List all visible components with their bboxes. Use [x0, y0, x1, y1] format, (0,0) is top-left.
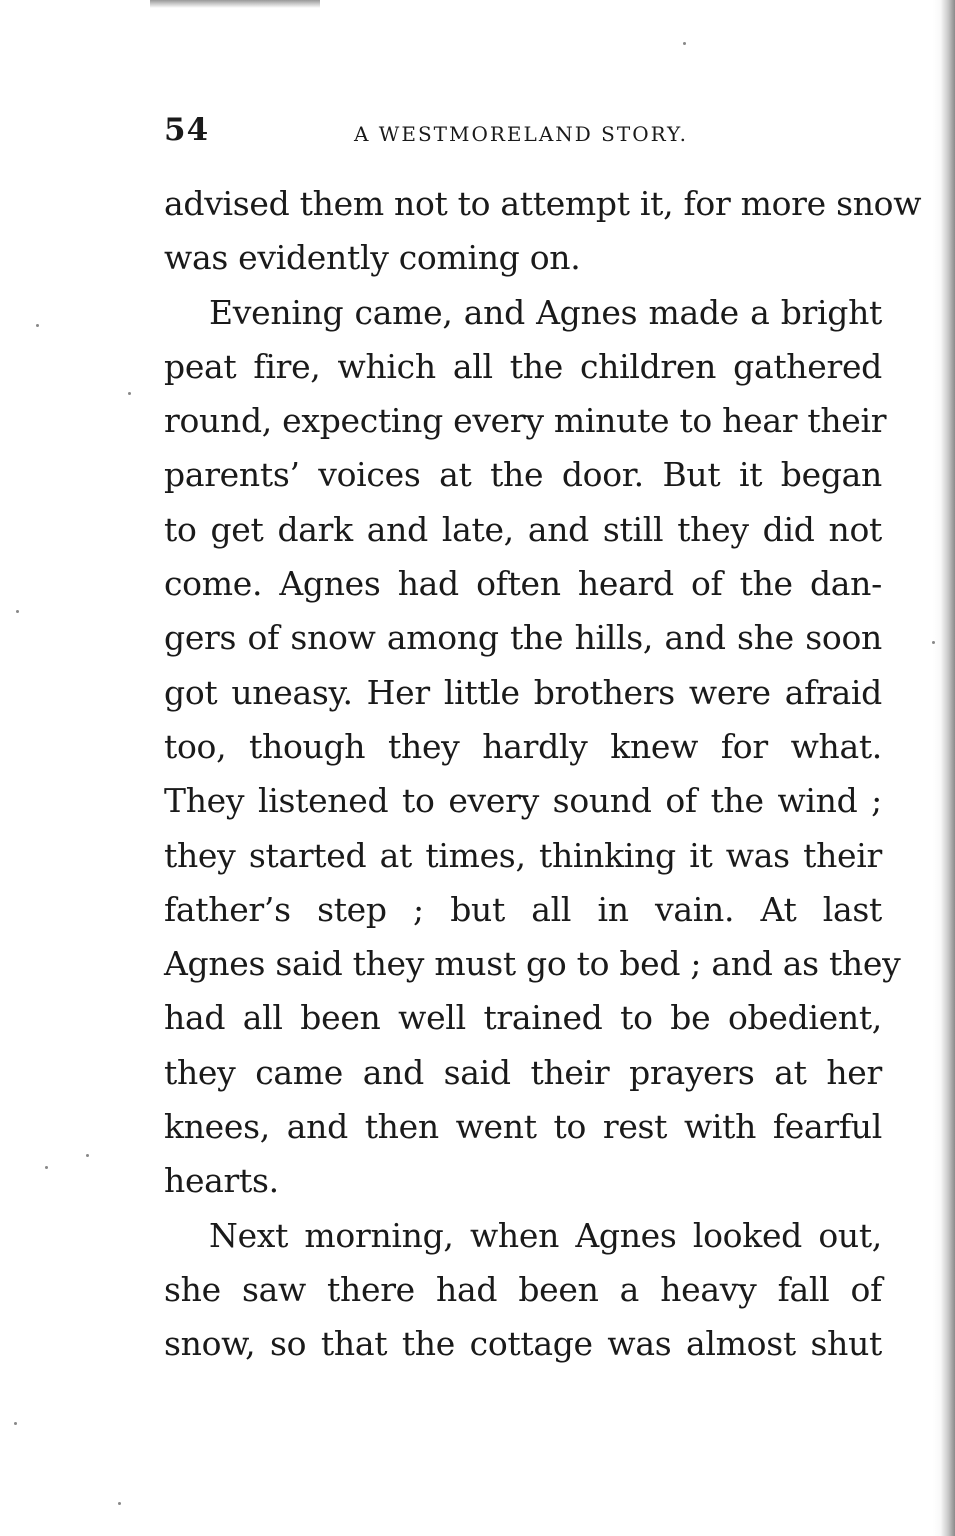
text-line: Evening came, and Agnes made a bright — [209, 292, 882, 332]
text-line: hearts. — [164, 1161, 279, 1201]
text-line: too, though they hardly knew for what. — [164, 726, 882, 766]
scan-speck — [86, 1154, 89, 1157]
text-line: had all been well trained to be obedient, — [164, 998, 882, 1038]
text-line: they came and said their prayers at her — [164, 1052, 882, 1092]
scan-edge-top — [150, 0, 320, 8]
running-head-title: A WESTMORELAND STORY. — [354, 122, 689, 146]
text-line: They listened to every sound of the wind ; — [164, 781, 882, 821]
text-line: round, expecting every minute to hear their — [164, 401, 887, 441]
text-line: advised them not to attempt it, for more snow — [164, 184, 922, 223]
text-line: they started at times, thinking it was their — [164, 835, 882, 875]
scan-speck — [14, 1422, 17, 1425]
text-line: come. Agnes had often heard of the dan- — [164, 564, 882, 604]
scan-speck — [16, 610, 19, 613]
scan-speck — [45, 1166, 48, 1169]
text-line: Agnes said they must go to bed ; and as they — [164, 944, 901, 984]
text-line: got uneasy. Her little brothers were afraid — [164, 672, 882, 712]
page-number: 54 — [164, 112, 210, 148]
text-line: she saw there had been a heavy fall of — [164, 1269, 882, 1309]
text-line: to get dark and late, and still they did not — [164, 509, 882, 549]
scan-speck — [932, 641, 935, 644]
text-line: gers of snow among the hills, and she soon — [164, 618, 882, 658]
text-line: Next morning, when Agnes looked out, — [209, 1215, 882, 1255]
text-line: was evidently coming on. — [164, 238, 581, 278]
scan-speck — [128, 392, 131, 395]
text-line: father’s step ; but all in vain. At last — [164, 889, 882, 929]
scan-speck — [118, 1502, 121, 1505]
text-line: snow, so that the cottage was almost shut — [164, 1324, 882, 1364]
scan-edge-right — [933, 0, 955, 1536]
text-line: knees, and then went to rest with fearful — [164, 1107, 882, 1147]
scan-speck — [683, 42, 686, 45]
scan-speck — [36, 324, 39, 327]
text-line: parents’ voices at the door. But it began — [164, 455, 882, 495]
text-line: peat fire, which all the children gathered — [164, 346, 882, 386]
running-head — [164, 112, 884, 152]
body-text — [164, 177, 922, 1372]
